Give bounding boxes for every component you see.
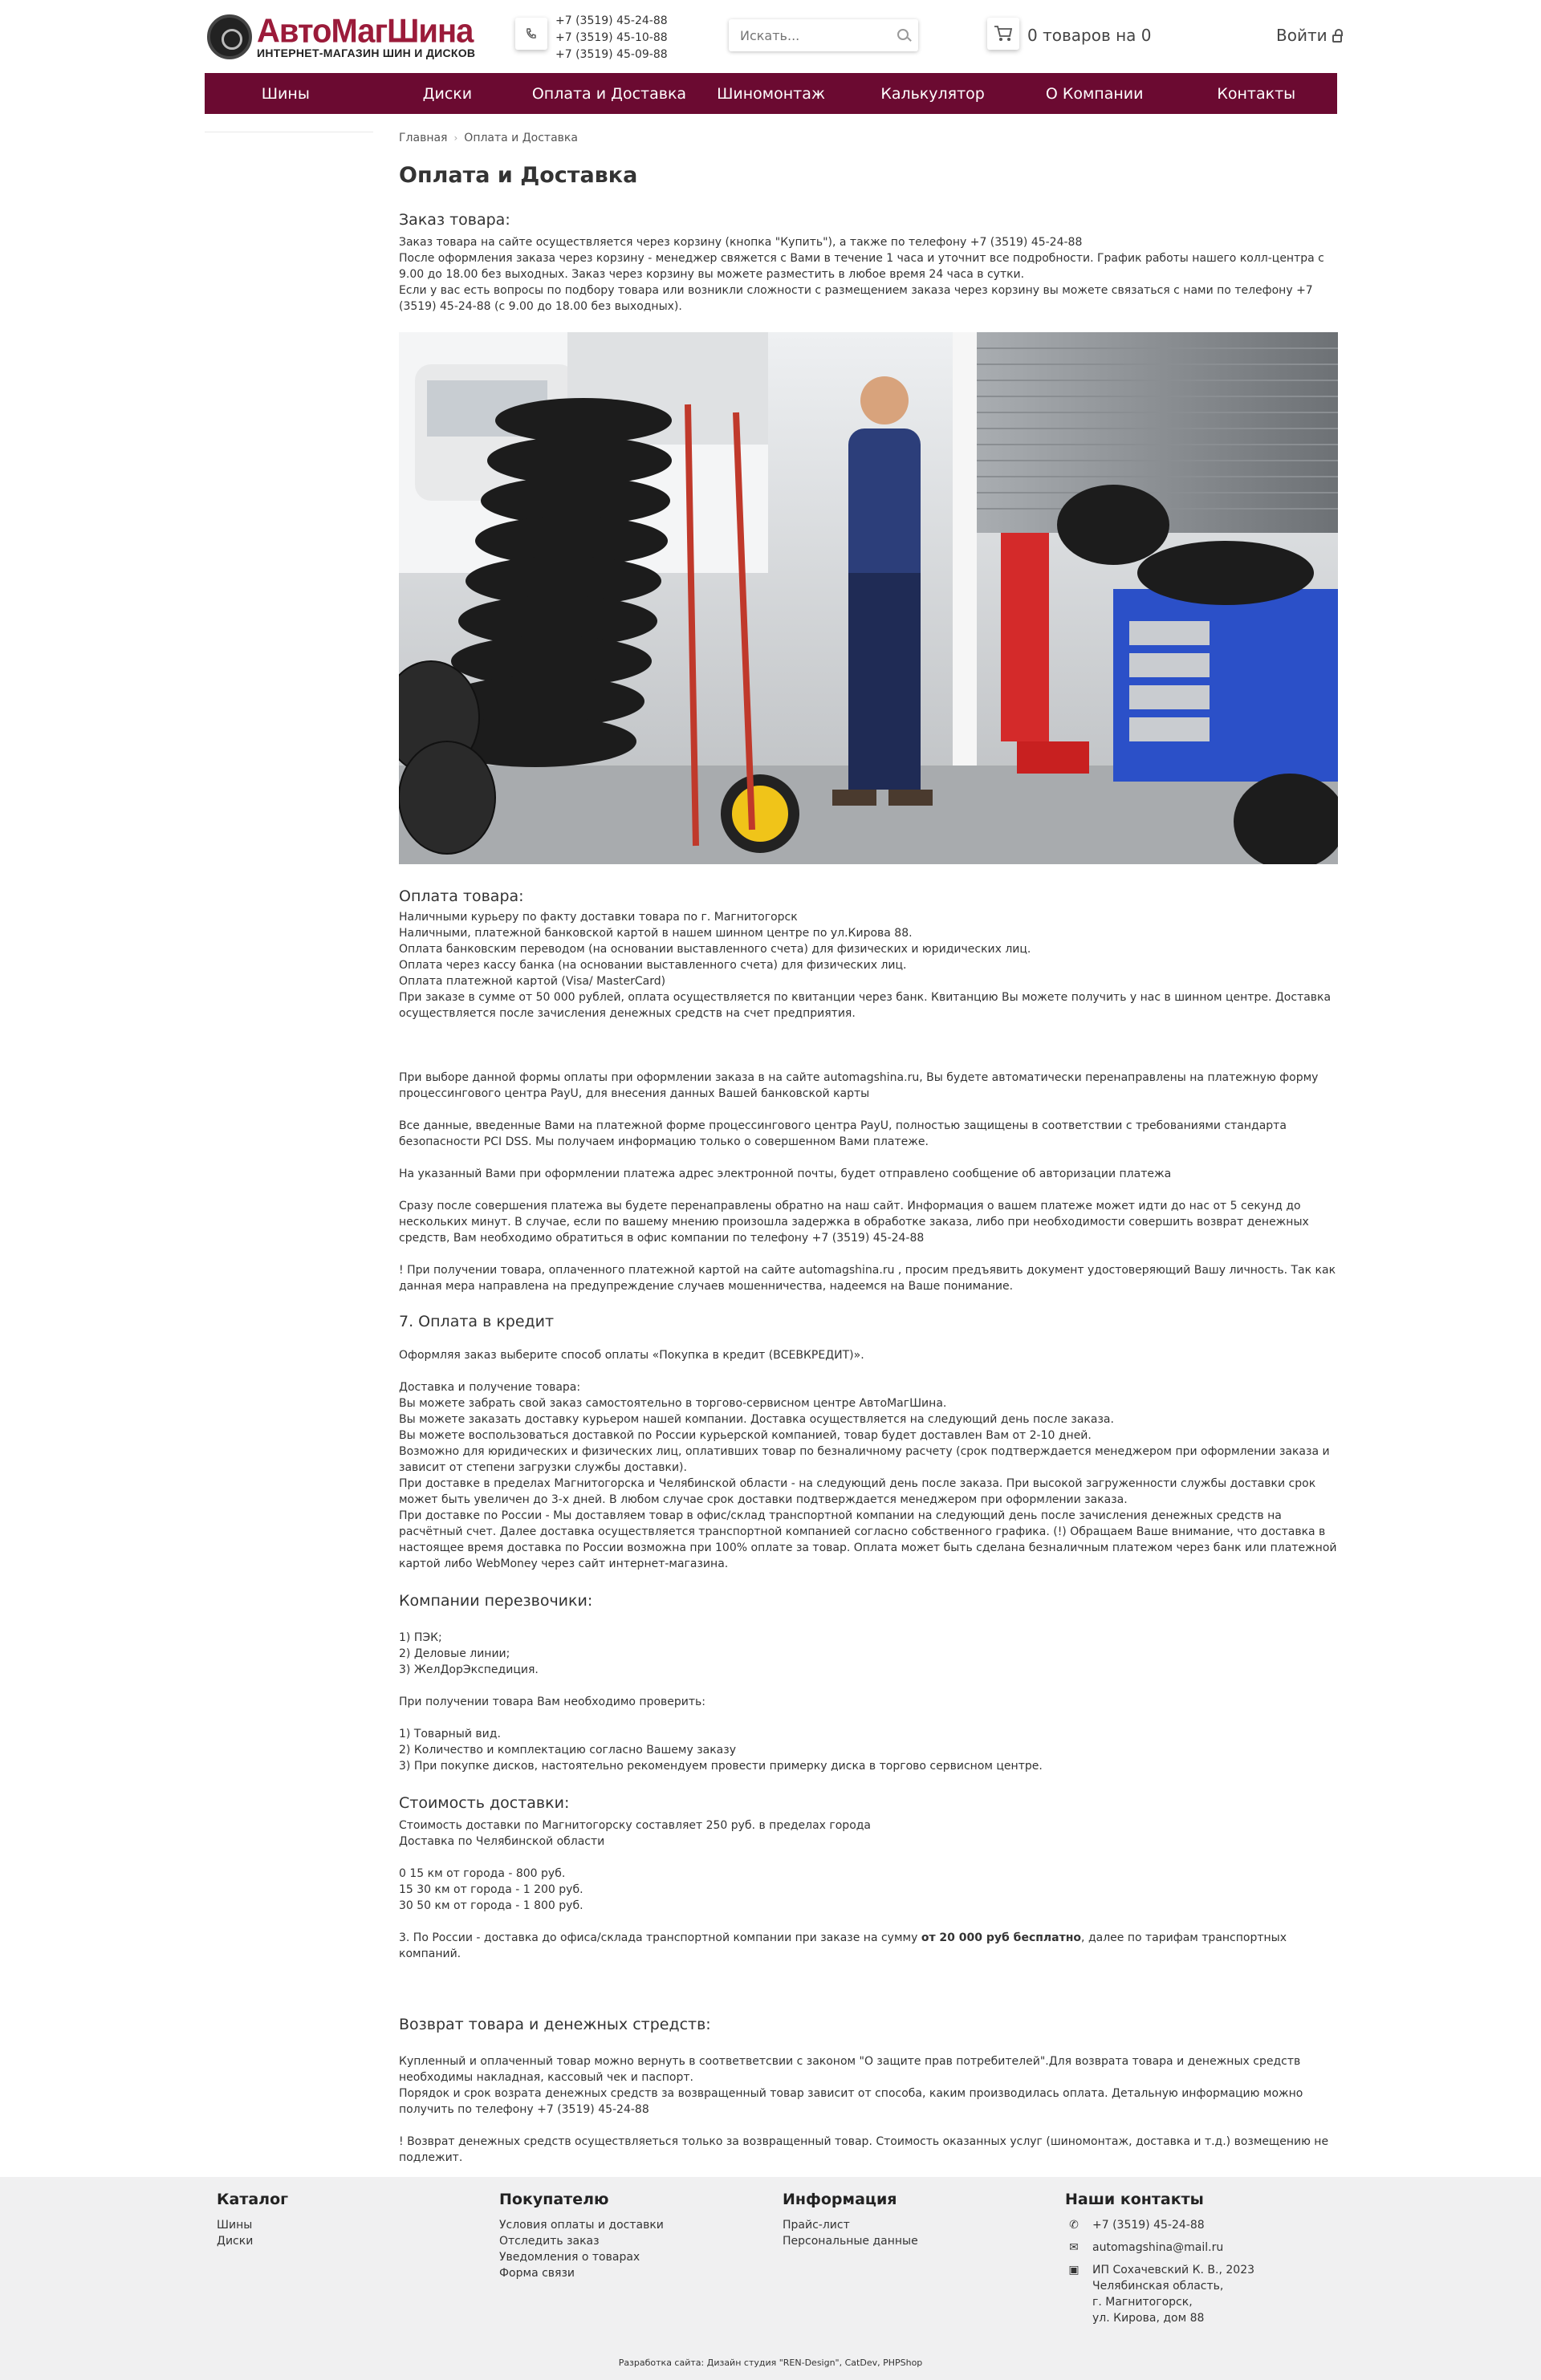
nav-item-tire-fitting[interactable]: Шиномонтаж <box>717 84 825 103</box>
delivery-text: Доставка и получение товара: Вы можете забрать свой заказ самостоятельно в торгово-сервисном центре АвтоМагШина. Вы можете заказать доставку курьером нашей компании. Доставка осуществляется на следующий день после заказа. Вы можете воспользоваться доставкой по России курьерской компанией, товар будет доставлен Вам от 2-10 дней. Возможно для юридических и физических лиц, оплативших товар по безналичному расчету (срок подтверждается менеджером при оформлении заказа и зависит от степени загрузки службы доставки). При доставке в пределах Магнитогорска и Челябинской области - на следующий день после заказа. При высокой загруженности службы доставки срок может быть увеличен до 3-х дней. В любом случае срок доставки подтверждается менеджером при оформлении заказа. При доставке по России - Мы доставляем товар в офис/склад транспортной компании на следующий день после зачисления денежных средств на расчётный счет. Далее доставка осуществляется транспортной компанией согласно собственного графика. (!) Обращаем Ваше внимание, что доставка в настоящее время доставка по России возможна при 100% оплате за товар. Оплата может быть сделана безналичным платежом через банк или платежной картой либо WebMoney через сайт интернет-магазина. <box>399 1381 1337 1570</box>
cost-text: Стоимость доставки по Магнитогорску составляет 250 руб. в пределах города Доставка по Челябинской области <box>399 1819 872 1848</box>
site-credits[interactable]: Разработка сайта: Дизайн студия "REN-Design", CatDev, PHPShop <box>618 2358 923 2368</box>
payu-paragraph: На указанный Вами при оформлении платежа адрес электронной почты, будет отправлено сообщение об авторизации платежа <box>399 1168 1172 1180</box>
phone-number[interactable]: +7 (3519) 45-10-88 <box>555 31 668 44</box>
main-content <box>399 128 1338 2166</box>
tire-worker-photo <box>399 332 1338 864</box>
footer-link[interactable]: Форма связи <box>499 2267 575 2280</box>
phone-number[interactable]: +7 (3519) 45-09-88 <box>555 48 668 61</box>
contact-card-icon: ▣ <box>1068 2264 1080 2276</box>
nav-item-contacts[interactable]: Контакты <box>1217 84 1296 103</box>
main-nav <box>205 73 1337 114</box>
payu-paragraph: Сразу после совершения платежа вы будете перенаправлены обратно на наш сайт. Информация о вашем платеже может идти до нас от 5 секунд до нескольких минут. В случае, если по вашему мнению произошла задержка в обработке заказа, либо при необходимости совершить возврат денежных средств, Вам необходимо обратиться в офис компании по телефону +7 (3519) 45-24-88 <box>399 1200 1309 1245</box>
header-phones <box>555 13 668 63</box>
footer-heading: Покупателю <box>499 2191 609 2208</box>
order-text: Заказ товара на сайте осуществляется через корзину (кнопка "Купить"), а также по телефону +7 (3519) 45-24-88 После оформления заказа через корзину - менеджер свяжется с Вами в течение 1 часа и уточнит все подробности. График работы нашего колл-центра с 9.00 до 18.00 без выходных. Заказ через корзину вы можете разместить в любое время 24 часа в сутки. Если у вас есть вопросы по подбору товара или возникли сложности с размещением заказа через корзину вы можете связаться с нами по телефону +7 (3519) 45-24-88 (с 9.00 до 18.00 без выходных). <box>399 236 1324 313</box>
footer-heading: Наши контакты <box>1065 2191 1204 2208</box>
breadcrumb-current: Оплата и Доставка <box>464 132 578 144</box>
cart-button[interactable] <box>987 18 1019 50</box>
free-delivery-threshold: от 20 000 руб бесплатно <box>921 1931 1082 1944</box>
carriers-heading: Компании перезвочики: <box>399 1592 593 1610</box>
search-box <box>729 19 918 51</box>
footer-heading: Каталог <box>217 2191 289 2208</box>
footer-link[interactable]: Персональные данные <box>783 2235 918 2248</box>
site-logo[interactable] <box>207 14 475 59</box>
refund-text: Купленный и оплаченный товар можно вернуть в соответветсвии с законом "О защите прав потребителей".Для возврата товара и денежных средств необходимы накладная, кассовый чек и паспорт. Порядок и срок возрата денежных средств за возвращенный товар зависит от способа, каким производилась оплата. Детальную информацию можно получить по телефону +7 (3519) 45-24-88 <box>399 2055 1303 2116</box>
cost-heading: Стоимость доставки: <box>399 1794 570 1812</box>
photo-illustration <box>399 332 1338 864</box>
cart-icon <box>994 25 1013 43</box>
refund-heading: Возврат товара и денежных стредств: <box>399 2016 711 2033</box>
footer-buyer <box>499 2190 664 2281</box>
footer-heading: Информация <box>783 2191 897 2208</box>
footer-link[interactable]: Условия оплаты и доставки <box>499 2219 664 2232</box>
payu-paragraph: При выборе данной формы оплаты при оформлении заказа в на сайте automagshina.ru, Вы будете автоматически перенаправлены на платежную форму процессингового центра PayU, для внесения данных Вашей банковской карты <box>399 1071 1319 1100</box>
envelope-icon: ✉ <box>1069 2241 1079 2254</box>
lock-icon <box>1332 35 1342 43</box>
carriers-list: 1) ПЭК; 2) Деловые линии; 3) ЖелДорЭкспедиция. <box>399 1631 539 1676</box>
order-heading: Заказ товара: <box>399 211 510 229</box>
search-icon[interactable] <box>897 29 909 40</box>
check-title: При получении товара Вам необходимо проверить: <box>399 1696 706 1708</box>
nav-item-payment-delivery[interactable]: Оплата и Доставка <box>531 84 687 103</box>
check-list: 1) Товарный вид. 2) Количество и комплектацию согласно Вашему заказу 3) При покупке дисков, настоятельно рекомендуем провести примерку диска в торгово сервисном центре. <box>399 1728 1043 1773</box>
nav-item-about[interactable]: О Компании <box>1045 84 1144 103</box>
breadcrumb-home[interactable]: Главная <box>399 132 448 144</box>
footer-link[interactable]: Отследить заказ <box>499 2235 600 2248</box>
breadcrumb <box>399 130 1338 146</box>
footer-link[interactable]: Шины <box>217 2219 253 2232</box>
logo-subtitle: ИНТЕРНЕТ-МАГАЗИН ШИН И ДИСКОВ <box>257 47 476 59</box>
chevron-right-icon: › <box>453 132 458 144</box>
cost-zones: 0 15 км от города - 800 руб. 15 30 км от города - 1 200 руб. 30 50 км от города - 1 800 руб. <box>399 1867 583 1912</box>
refund-note: ! Возврат денежных средств осуществляеться только за возвращенный товар. Стоимость оказанных услуг (шиномонтаж, доставка и т.д.) возмещению не подлежит. <box>399 2135 1329 2164</box>
callback-button[interactable] <box>515 18 547 50</box>
nav-item-disks[interactable]: Диски <box>422 84 473 103</box>
phone-icon: ✆ <box>1069 2219 1079 2232</box>
credit-text: Оформляя заказ выберите способ оплаты «Покупка в кредит (ВСЕВКРЕДИТ)». <box>399 1349 864 1362</box>
search-input[interactable] <box>729 19 881 51</box>
credit-heading: 7. Оплата в кредит <box>399 1313 555 1330</box>
payment-heading: Оплата товара: <box>399 887 524 905</box>
nav-item-tires[interactable]: Шины <box>261 84 310 103</box>
russia-delivery: 3. По России - доставка до офиса/склада транспортной компании при заказе на сумму от 20 000 руб бесплатно, далее по тарифам транспортных компаний. <box>399 1931 1287 1960</box>
login-link[interactable] <box>1276 26 1342 45</box>
login-label[interactable]: Войти <box>1276 26 1328 45</box>
logo-title: АвтоМагШина <box>257 12 474 51</box>
payu-paragraph: Все данные, введенные Вами на платежной форме процессингового центра PayU, полностью защищены в соответствии с требованиями стандарта безопасности PCI DSS. Мы получаем информацию только о совершенном Вами платеже. <box>399 1119 1287 1148</box>
footer-email[interactable]: automagshina@mail.ru <box>1092 2241 1224 2254</box>
footer-phone[interactable]: +7 (3519) 45-24-88 <box>1092 2219 1205 2232</box>
footer-link[interactable]: Диски <box>217 2235 254 2248</box>
wheel-logo-icon <box>207 14 252 59</box>
cart-summary[interactable]: 0 товаров на 0 <box>1027 26 1152 45</box>
phone-icon <box>525 27 538 40</box>
footer-catalog <box>217 2190 288 2249</box>
nav-item-calculator[interactable]: Калькулятор <box>880 84 985 103</box>
site-header <box>0 0 1541 72</box>
footer-link[interactable]: Уведомления о товарах <box>499 2251 640 2264</box>
footer-info <box>783 2190 918 2249</box>
footer-address: ИП Сохачевский К. В., 2023 Челябинская область, г. Магнитогорск, ул. Кирова, дом 88 <box>1092 2264 1255 2325</box>
footer-link[interactable]: Прайс-лист <box>783 2219 850 2232</box>
site-footer <box>0 2177 1541 2380</box>
footer-contacts <box>1065 2190 1254 2333</box>
phone-number[interactable]: +7 (3519) 45-24-88 <box>555 14 668 27</box>
payment-text: Наличными курьеру по факту доставки товара по г. Магнитогорск Наличными, платежной банковской картой в нашем шинном центре по ул.Кирова 88. Оплата банковским переводом (на основании выставленного счета) для физических и юридических лиц. Оплата через кассу банка (на основании выставленного счета) для физических лиц. Оплата платежной картой (Visa/ MasterCard) При заказе в сумме от 50 000 рублей, оплата осуществляется по квитанции через банк. Квитанцию Вы можете получить у нас в шинном центре. Доставка осуществляется после зачисления денежных средств на счет предприятия. <box>399 911 1332 1020</box>
page-title: Оплата и Доставка <box>399 163 638 188</box>
payu-paragraph: ! При получении товара, оплаченного платежной картой на сайте automagshina.ru , просим предъявить документ удостоверяющий Вашу личность. Так как данная мера направлена на предупреждение случаев мошенничества, надеемся на Ваше понимание. <box>399 1264 1336 1293</box>
